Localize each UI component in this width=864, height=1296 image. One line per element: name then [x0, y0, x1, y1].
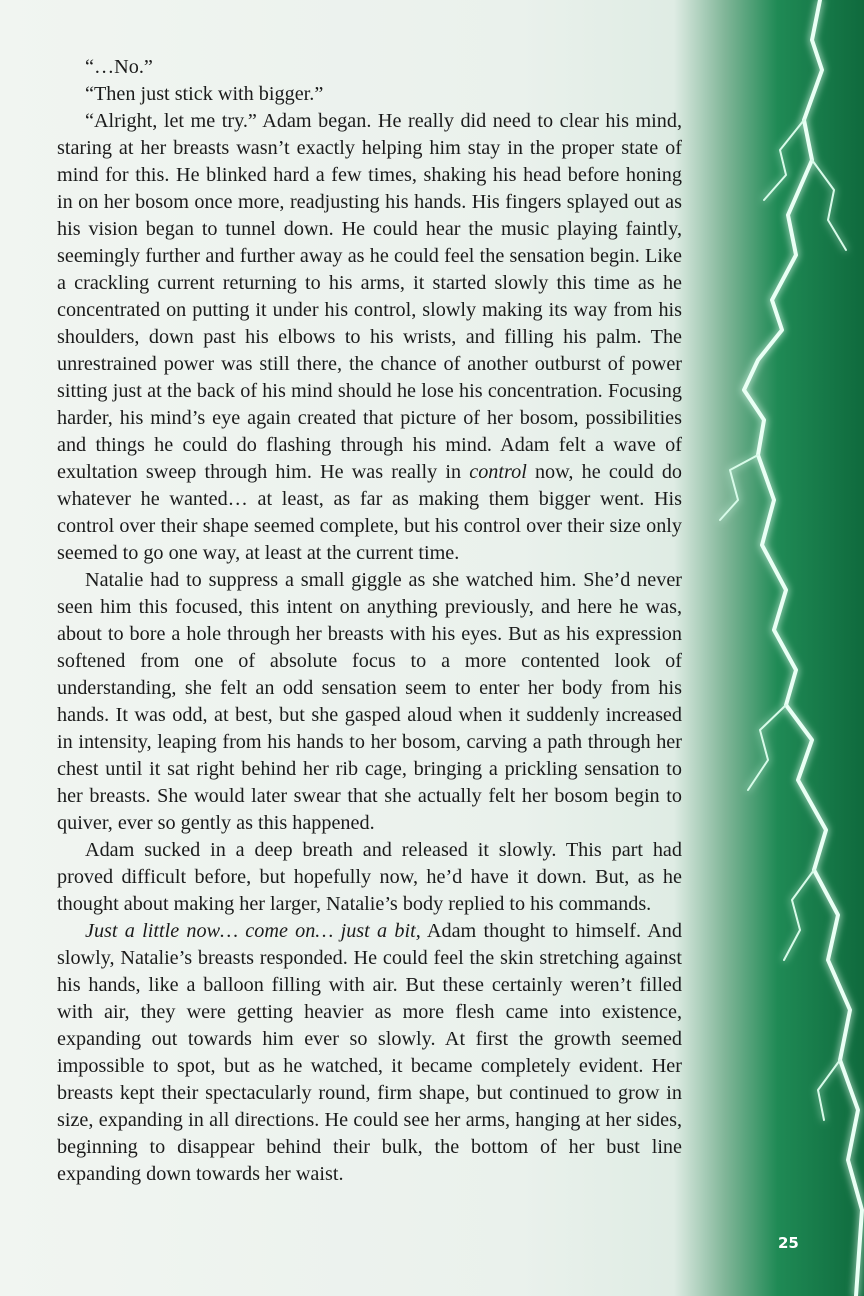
paragraph: Natalie had to suppress a small giggle as she watched him. She’d never seen him this focused, this intent on anything previously, and here he was, about to bore a hole through her breasts with his eyes. But as his expression softened from one of absolute focus to a more contented look of understanding, she felt an odd sensation seem to enter her body from his hands. It was odd, at best, but she gasped aloud when it suddenly increased in intensity, leaping from his hands to her bosom, carving a path through her chest until it sat right behind her rib cage, bringing a prickling sensation to her breasts. She would later swear that she actually felt her bosom begin to quiver, ever so gently as this happened. — [57, 569, 682, 834]
emphasis: Just a little now… come on… just a bit, — [85, 920, 421, 942]
paragraph: Adam sucked in a deep breath and released it slowly. This part had proved difficult before, but hopefully now, he’d have it down. But, as he thought about making her larger, Natalie’s body replied to his commands. — [57, 839, 682, 915]
lightning-bolt-decoration — [700, 0, 864, 1296]
paragraph: “…No.” — [85, 56, 153, 78]
chapter-text — [57, 54, 682, 1188]
page-number: 25 — [778, 1234, 799, 1252]
paragraph: “Alright, let me try.” Adam began. He really did need to clear his mind, staring at her breasts wasn’t exactly helping him stay in the proper state of mind for this. He blinked hard a few times, shaking his head before honing in on her bosom once more, readjusting his hands. His fingers splayed out as his vision began to tunnel down. He could hear the music playing faintly, seemingly further and further away as he could feel the sensation begin. Like a crackling current returning to his arms, it started slowly this time as he concentrated on putting it under his control, slowly making its way from his shoulders, down past his elbows to his wrists, and filling his palm. The unrestrained power was still there, the chance of another outburst of power sitting just at the back of his mind should he lose his concentration. Focusing harder, his mind’s eye again created that picture of her bosom, possibilities and things he could do flashing through his mind. Adam felt a wave of exultation sweep through him. He was really in control now, he could do whatever he wanted… at least, as far as making them bigger went. His control over their shape seemed complete, but his control over their size only seemed to go one way, at least at the current time. — [57, 110, 683, 564]
emphasis: control — [469, 461, 527, 483]
paragraph: Just a little now… come on… just a bit, Adam thought to himself. And slowly, Natalie’s breasts responded. He could feel the skin stretching against his hands, like a balloon filling with air. But these certainly weren’t filled with air, they were getting heavier as more flesh came into existence, expanding out towards him ever so slowly. At first the growth seemed impossible to spot, but as he watched, it became completely evident. Her breasts kept their spectacularly round, firm shape, but continued to grow in size, expanding in all directions. He could see her arms, hanging at her sides, beginning to disappear behind their bulk, the bottom of her bust line expanding down towards her waist. — [57, 920, 682, 1185]
paragraph: “Then just stick with bigger.” — [85, 83, 324, 105]
